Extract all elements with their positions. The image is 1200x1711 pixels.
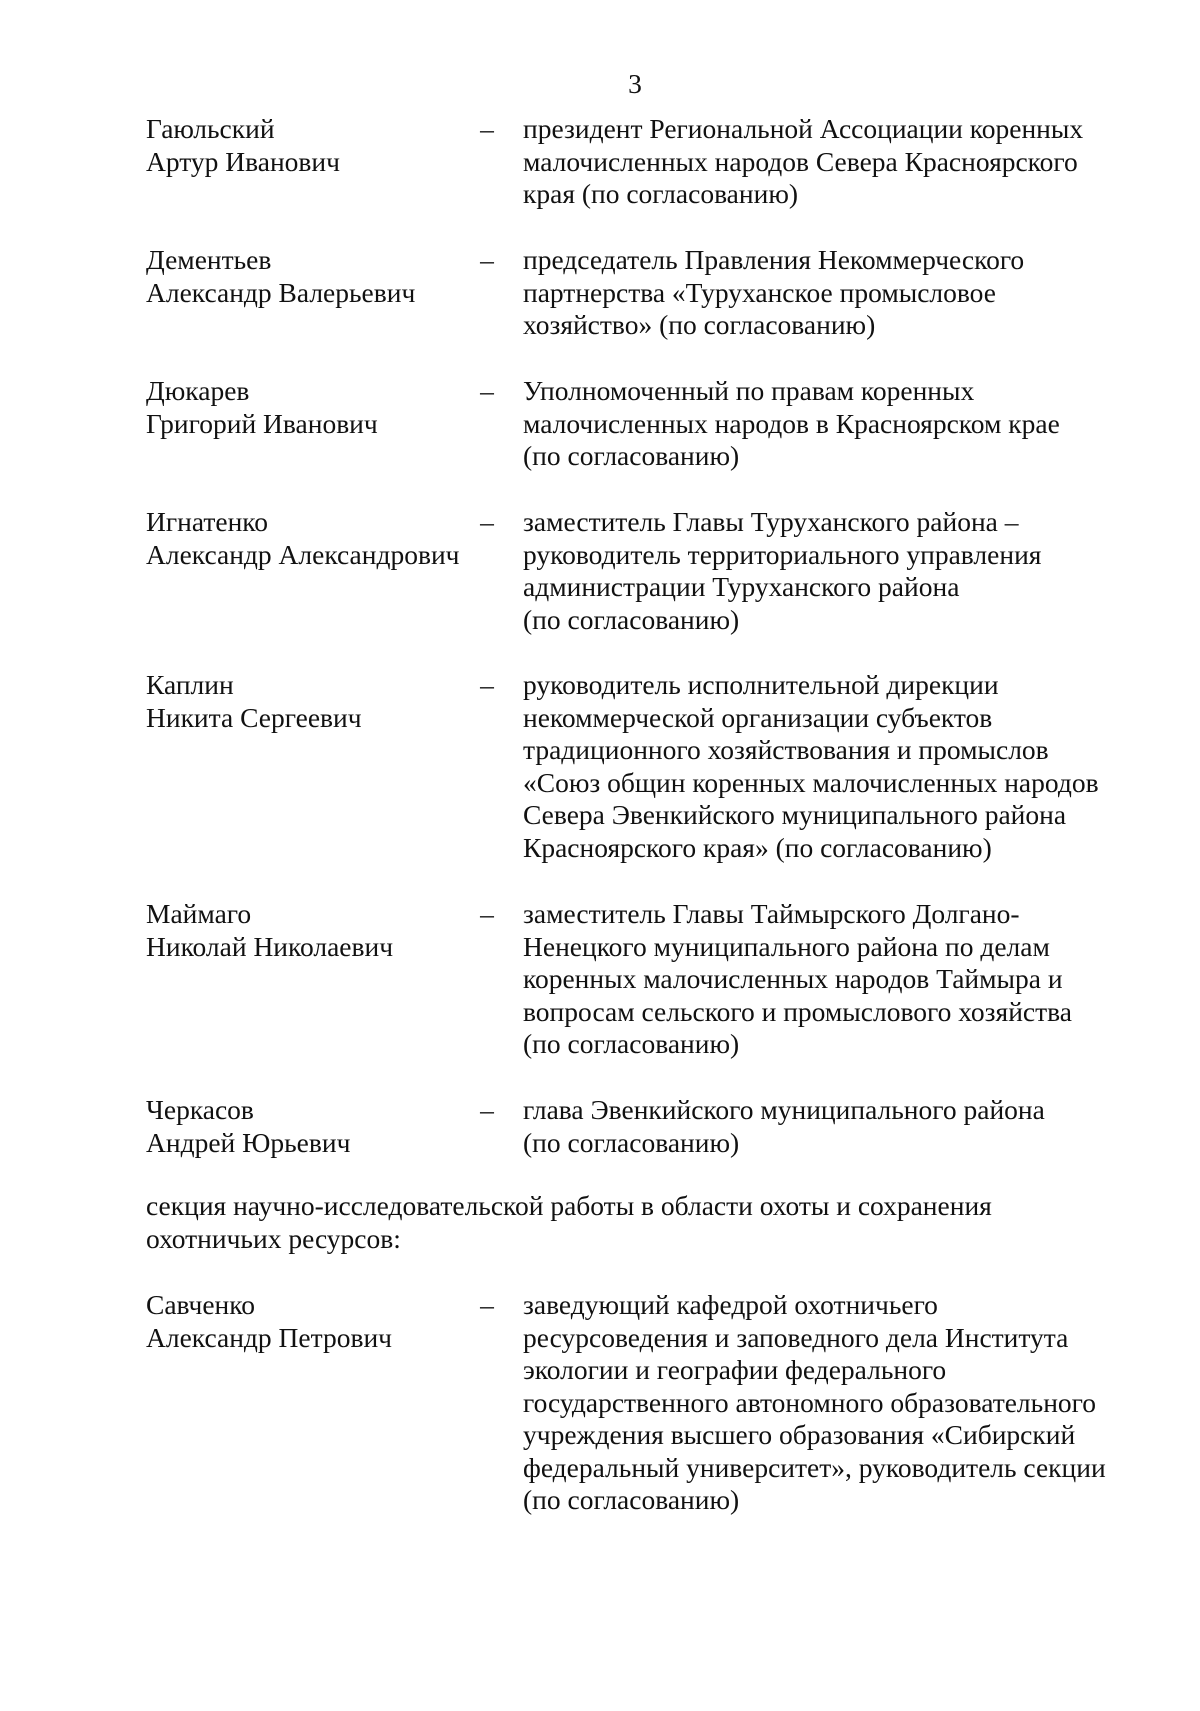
member-position <box>523 375 1133 473</box>
section-heading <box>146 1190 1146 1255</box>
member-position <box>523 113 1133 211</box>
position-line: глава Эвенкийского муниципального района <box>523 1094 1045 1125</box>
member-surname: Гаюльский <box>146 113 275 144</box>
position-line: Красноярского края» (по согласованию) <box>523 831 992 863</box>
member-given-names: Александр Валерьевич <box>146 276 416 308</box>
member-given-names: Никита Сергеевич <box>146 701 362 733</box>
member-surname: Дементьев <box>146 244 272 275</box>
position-line: заместитель Главы Таймырского Долгано- <box>523 898 1020 929</box>
member-surname: Маймаго <box>146 898 252 929</box>
member-given-names: Артур Иванович <box>146 145 340 177</box>
position-line: некоммерческой организации субъектов <box>523 701 993 733</box>
member-surname: Черкасов <box>146 1094 254 1125</box>
position-line: коренных малочисленных народов Таймыра и <box>523 963 1063 994</box>
member-position <box>523 669 1133 864</box>
dash-separator: – <box>480 506 494 537</box>
position-line: учреждения высшего образования «Сибирский <box>523 1419 1076 1450</box>
member-given-names: Андрей Юрьевич <box>146 1126 351 1158</box>
member-given-names: Григорий Иванович <box>146 407 378 439</box>
section-heading-line: секция научно-исследовательской работы в области охоты и сохранения <box>146 1190 992 1221</box>
position-line: экологии и географии федерального <box>523 1354 947 1385</box>
member-position <box>523 1094 1133 1159</box>
position-line: Севера Эвенкийского муниципального района <box>523 799 1067 830</box>
position-line: администрации Туруханского района <box>523 571 960 602</box>
member-name <box>146 506 486 571</box>
position-line: малочисленных народов Севера Красноярского <box>523 145 1078 177</box>
position-line: (по согласованию) <box>523 1028 740 1059</box>
member-name <box>146 375 486 440</box>
member-name <box>146 244 486 309</box>
dash-separator: – <box>480 1094 494 1125</box>
position-line: (по согласованию) <box>523 603 740 635</box>
member-surname: Игнатенко <box>146 506 269 537</box>
member-given-names: Александр Александрович <box>146 538 460 570</box>
member-given-names: Александр Петрович <box>146 1321 392 1353</box>
member-name <box>146 1094 486 1159</box>
position-line: традиционного хозяйствования и промыслов <box>523 734 1049 765</box>
member-name <box>146 1289 486 1354</box>
dash-separator: – <box>480 113 494 144</box>
member-surname: Каплин <box>146 669 234 700</box>
position-line: малочисленных народов в Красноярском крае <box>523 407 1060 439</box>
position-line: партнерства «Туруханское промысловое <box>523 276 996 308</box>
position-line: края (по согласованию) <box>523 178 799 209</box>
dash-separator: – <box>480 898 494 929</box>
member-surname: Савченко <box>146 1289 255 1320</box>
dash-separator: – <box>480 1289 494 1320</box>
position-line: Ненецкого муниципального района по делам <box>523 930 1050 962</box>
position-line: Уполномоченный по правам коренных <box>523 375 975 406</box>
dash-separator: – <box>480 669 494 700</box>
member-name <box>146 669 486 734</box>
member-position <box>523 1289 1133 1517</box>
position-line: председатель Правления Некоммерческого <box>523 244 1025 275</box>
member-surname: Дюкарев <box>146 375 250 406</box>
position-line: «Союз общин коренных малочисленных народов <box>523 766 1099 798</box>
position-line: руководитель исполнительной дирекции <box>523 669 999 700</box>
member-name <box>146 898 486 963</box>
member-position <box>523 244 1133 342</box>
position-line: государственного автономного образовательного <box>523 1386 1097 1418</box>
position-line: руководитель территориального управления <box>523 538 1042 570</box>
position-line: ресурсоведения и заповедного дела Института <box>523 1321 1069 1353</box>
position-line: (по согласованию) <box>523 440 740 471</box>
position-line: федеральный университет», руководитель секции <box>523 1451 1106 1483</box>
position-line: заместитель Главы Туруханского района – <box>523 506 1019 537</box>
position-line: вопросам сельского и промыслового хозяйства <box>523 995 1072 1027</box>
member-name <box>146 113 486 178</box>
position-line: хозяйство» (по согласованию) <box>523 309 876 340</box>
member-given-names: Николай Николаевич <box>146 930 394 962</box>
dash-separator: – <box>480 375 494 406</box>
position-line: заведующий кафедрой охотничьего <box>523 1289 938 1320</box>
member-position <box>523 898 1133 1061</box>
section-heading-line: охотничьих ресурсов: <box>146 1222 401 1254</box>
position-line: (по согласованию) <box>523 1126 740 1158</box>
position-line: президент Региональной Ассоциации коренных <box>523 113 1084 144</box>
dash-separator: – <box>480 244 494 275</box>
page-number: 3 <box>628 68 642 99</box>
position-line: (по согласованию) <box>523 1484 740 1515</box>
member-position <box>523 506 1133 636</box>
